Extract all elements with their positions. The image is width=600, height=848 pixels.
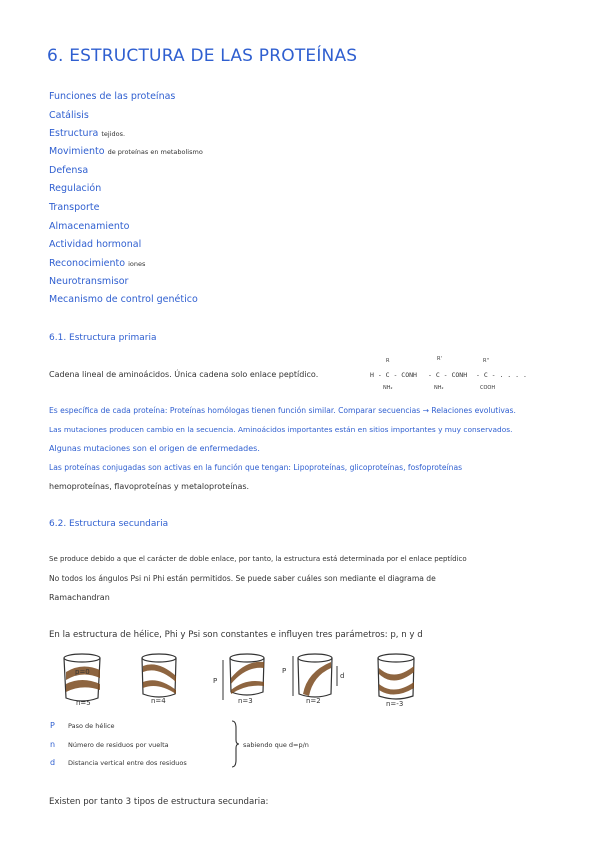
helix-label: n=3 (238, 697, 253, 705)
secondary-paragraph: Ramachandran (49, 593, 110, 602)
list-item: Catálisis (49, 110, 89, 121)
secondary-paragraph: Se produce debido a que el carácter de doble enlace, por tanto, la estructura está determinada por el enlace peptídico (49, 555, 467, 563)
secondary-paragraph: No todos los ángulos Psi ni Phi están permitidos. Se puede saber cuáles son mediante el diagrama de (49, 574, 436, 583)
section-heading-primary: 6.1. Estructura primaria (49, 333, 157, 343)
legend-symbol: P (50, 721, 55, 730)
pitch-marker: P (213, 677, 218, 685)
functions-heading: Funciones de las proteínas (49, 91, 176, 102)
primary-note: hemoproteínas, flavoproteínas y metaloproteínas. (49, 482, 250, 491)
pitch-marker: P (282, 667, 287, 675)
legend-brace (230, 720, 240, 768)
primary-note: Es específica de cada proteína: Proteínas homólogas tienen función similar. Comparar secuencias → Relaciones evolutivas. (49, 406, 516, 415)
legend-result: sabiendo que d=p/n (243, 741, 309, 749)
primary-chain-text: Cadena lineal de aminoácidos. Única cadena solo enlace peptídico. (49, 370, 319, 379)
legend-text: Distancia vertical entre dos residuos (68, 759, 187, 767)
list-item: Transporte (49, 202, 100, 213)
list-item: Movimiento de proteínas en metabolismo (49, 146, 203, 157)
primary-note: Algunas mutaciones son el origen de enfermedades. (49, 444, 260, 453)
legend-text: Número de residuos por vuelta (68, 741, 169, 749)
helix-label: n=5 (76, 699, 91, 707)
legend-symbol: d (50, 758, 56, 767)
page-title: 6. ESTRUCTURA DE LAS PROTEÍNAS (47, 46, 358, 66)
legend-text: Paso de hélice (68, 722, 115, 730)
helix-label: n=2 (306, 697, 321, 705)
list-item: Neurotransmisor (49, 276, 129, 287)
helix-inner-label: p=0 (75, 668, 90, 676)
helix-drawing (226, 652, 268, 700)
list-item: Reconocimiento iones (49, 258, 146, 269)
primary-note: Las proteínas conjugadas son activas en la función que tengan: Lipoproteínas, glicoproteínas, fosfoproteínas (49, 463, 463, 472)
closing-text: Existen por tanto 3 tipos de estructura secundaria: (49, 797, 269, 807)
list-item: Regulación (49, 183, 102, 194)
list-item: Estructura tejidos. (49, 128, 126, 139)
helix-label: n=4 (151, 697, 166, 705)
list-item: Actividad hormonal (49, 239, 142, 250)
primary-note: Las mutaciones producen cambio en la secuencia. Aminoácidos importantes están en sitios importantes y muy conservados. (49, 425, 513, 434)
helix-drawing (374, 652, 418, 704)
helix-drawing (60, 652, 104, 706)
helix-drawing (138, 652, 180, 702)
section-heading-secondary: 6.2. Estructura secundaria (49, 519, 169, 529)
distance-marker: d (340, 672, 345, 680)
list-item: Defensa (49, 165, 89, 176)
list-item: Almacenamiento (49, 221, 130, 232)
helix-label: n=-3 (386, 700, 404, 708)
list-item: Mecanismo de control genético (49, 294, 198, 305)
legend-symbol: n (50, 740, 56, 749)
helix-intro: En la estructura de hélice, Phi y Psi son constantes e influyen tres parámetros: p, n y d (49, 630, 423, 640)
